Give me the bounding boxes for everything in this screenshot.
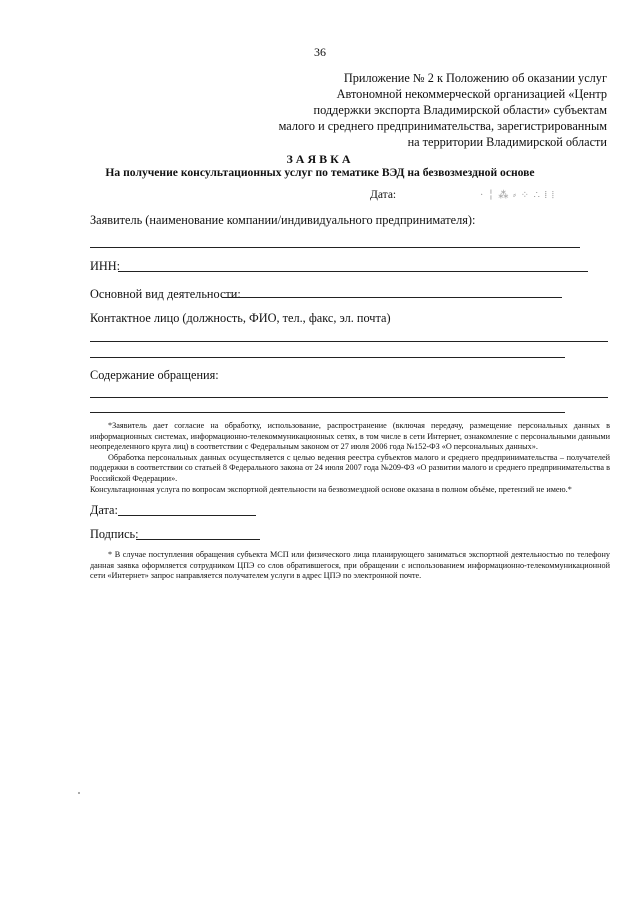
consent-paragraph: Обработка персональных данных осуществляется с целью ведения реестра субъектов малого и среднего предпринимательства – получателей поддержки в соответствии со статьей 8 Федерального закона от 24 июля 2007 года №209-ФЗ «О развитии малого и среднего предпринимательства в Российской Федерации». xyxy=(90,452,610,483)
scan-speck xyxy=(78,792,80,794)
bottom-date-field-line[interactable] xyxy=(118,515,256,516)
activity-field-line[interactable] xyxy=(222,297,562,298)
header-line: Автономной некоммерческой организацией «Центр xyxy=(336,87,607,101)
inn-label: ИНН: xyxy=(90,259,121,273)
contact-label: Контактное лицо (должность, ФИО, тел., факс, эл. почта) xyxy=(90,311,391,325)
faded-stamp: · ╎ ⁂ ⸗ ⁘ ∴ ⁞ ⦙ xyxy=(480,190,555,201)
footnote: * В случае поступления обращения субъекта МСП или физического лица планирующего заниматься экспортной деятельностью по телефону данная заявка оформляется сотрудником ЦПЭ со слов обратившегося, при обращении с использованием информационно-телекоммуникационной сети «Интернет» запрос направляется получателем услуги в адрес ЦПЭ по электронной почте. xyxy=(90,550,610,581)
inn-field-line[interactable] xyxy=(118,271,588,272)
signature-field-line[interactable] xyxy=(136,539,260,540)
consent-paragraph: *Заявитель дает согласие на обработку, использование, распространение (включая передачу, размещение персональных данных в информационных системах, информационно-телекоммуникационных сетях, в том числе в сети Интернет, ознакомление с персональными данными неопределенного круга лиц) в соответствии с Федеральным законом от 27 июля 2006 года №152-ФЗ «О персональных данных». xyxy=(90,421,610,452)
content-field-line-2[interactable] xyxy=(90,412,565,413)
document-title: ЗАЯВКА xyxy=(286,152,354,166)
consent-paragraph: Консультационная услуга по вопросам экспортной деятельности на безвозмездной основе оказана в полном объёме, претензий не имею.* xyxy=(90,484,572,494)
applicant-label: Заявитель (наименование компании/индивидуального предпринимателя): xyxy=(90,213,476,227)
bottom-date-label: Дата: xyxy=(90,503,118,517)
header-block xyxy=(227,70,607,150)
header-line: поддержки экспорта Владимирской области» субъектам xyxy=(313,103,607,117)
header-line: малого и среднего предпринимательства, зарегистрированным xyxy=(278,119,607,133)
consent-text xyxy=(90,421,610,495)
page-number: 36 xyxy=(314,45,326,59)
header-line: на территории Владимирской области xyxy=(407,135,607,149)
document-subtitle: На получение консультационных услуг по тематике ВЭД на безвозмездной основе xyxy=(105,166,535,179)
date-label: Дата: xyxy=(370,189,397,201)
content-field-line-1[interactable] xyxy=(90,397,608,398)
header-line: Приложение № 2 к Положению об оказании услуг xyxy=(343,71,607,85)
contact-field-line-1[interactable] xyxy=(90,341,608,342)
activity-label: Основной вид деятельности: xyxy=(90,287,241,301)
content-label: Содержание обращения: xyxy=(90,368,219,382)
signature-label: Подпись: xyxy=(90,527,139,541)
applicant-field-line[interactable] xyxy=(90,247,580,248)
contact-field-line-2[interactable] xyxy=(90,357,565,358)
